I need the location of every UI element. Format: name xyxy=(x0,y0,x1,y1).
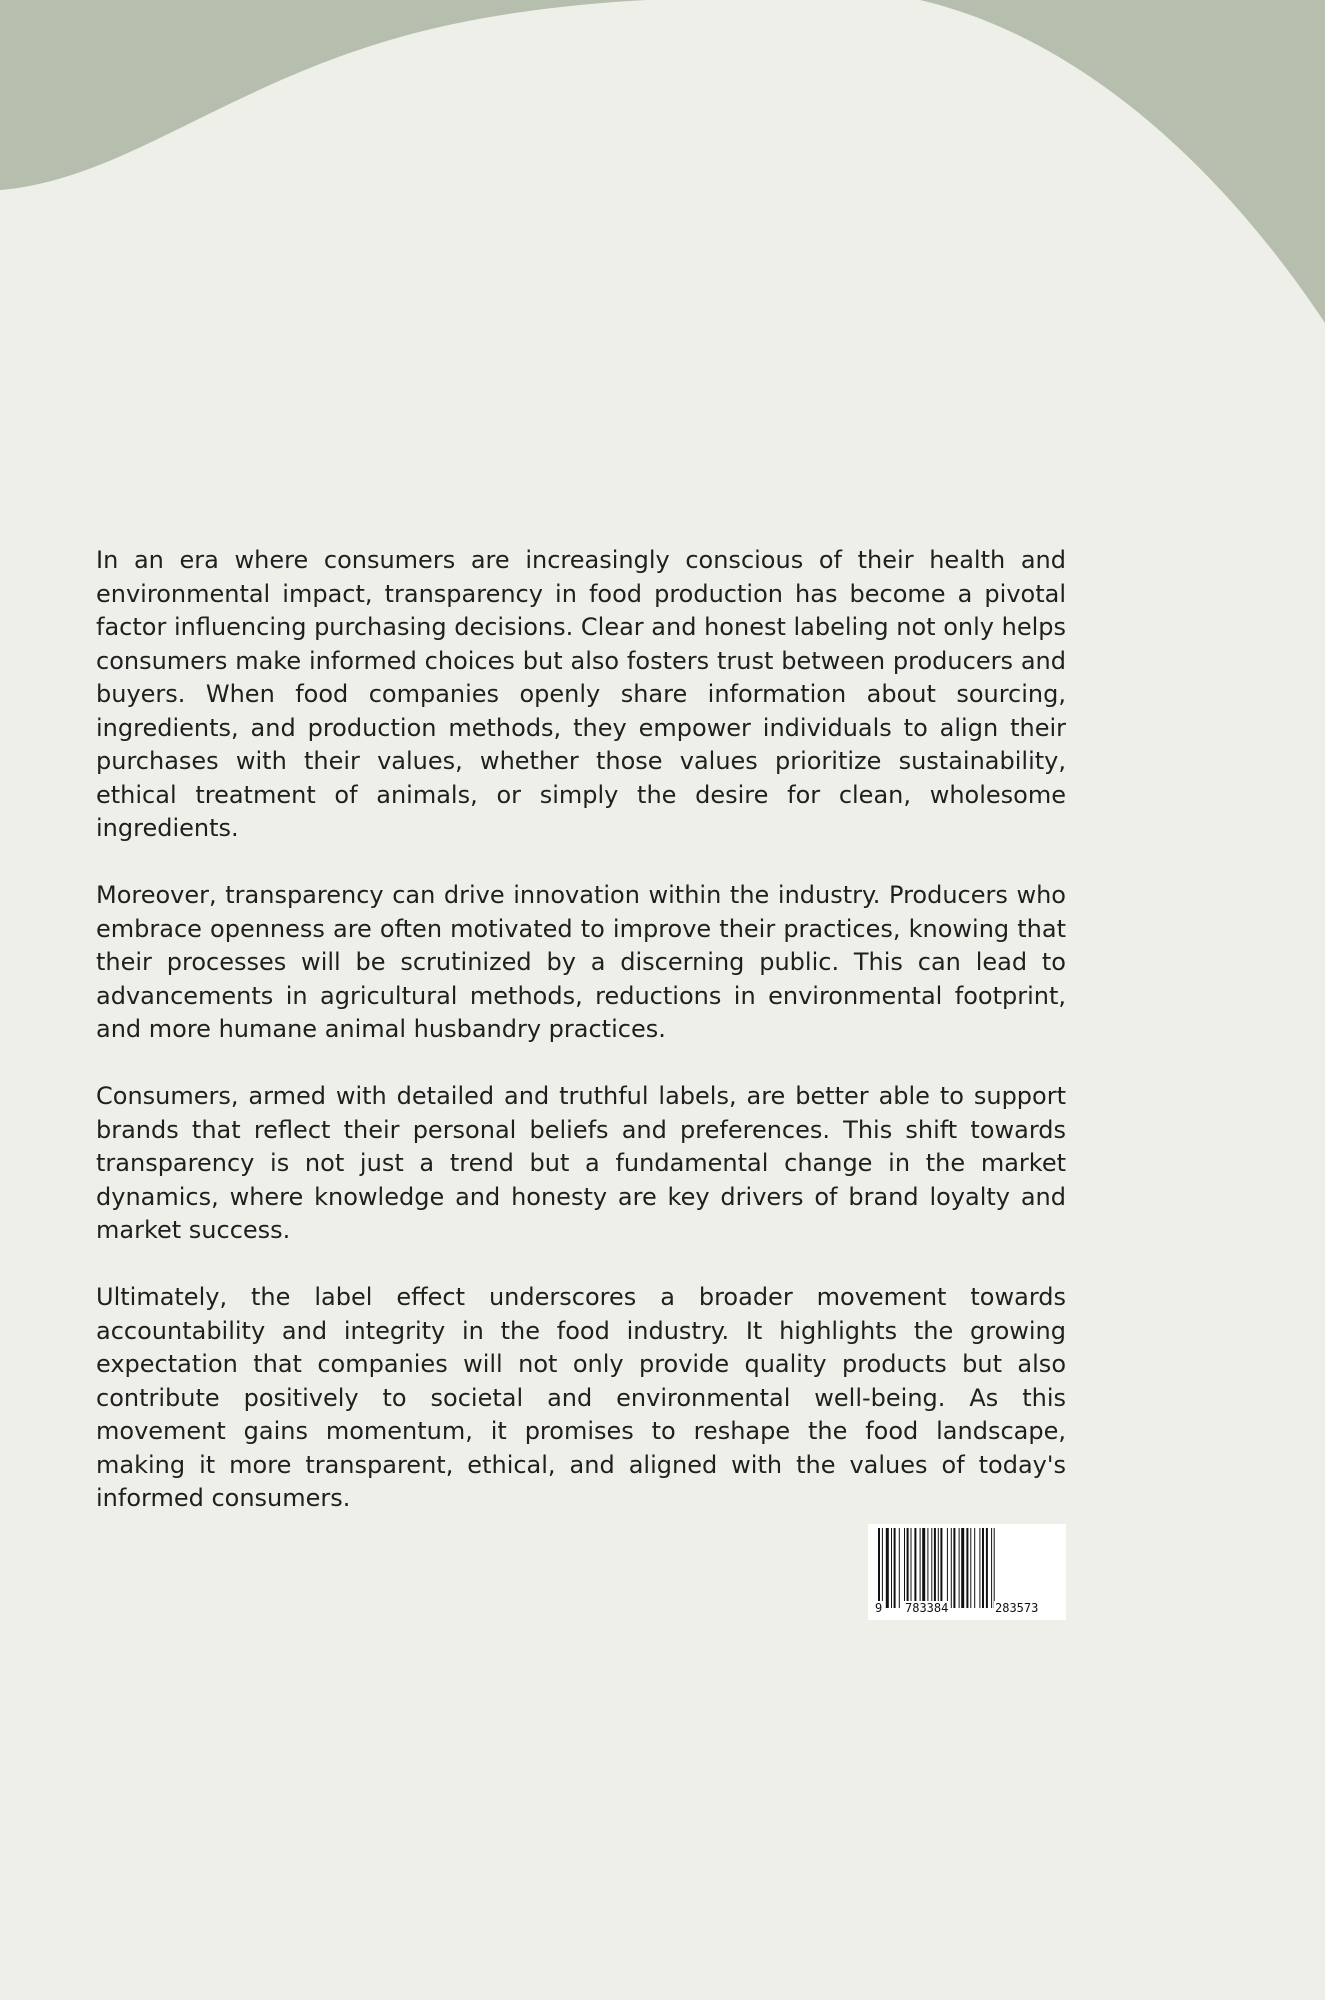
barcode-left-digits: 783384 xyxy=(905,1601,949,1615)
barcode-first-digit: 9 xyxy=(875,1601,883,1615)
barcode-bar xyxy=(951,1528,952,1608)
blurb-paragraph-1: In an era where consumers are increasingly conscious of their health and environmental impact, transparency in food production has become a pivotal factor influencing purchasing decisions. Clear and honest labeling not only helps consumers make informed choices but also fosters trust between producers and buyers. When food companies openly share information about sourcing, ingredients, and production methods, they empower individuals to align their purchases with their values, whether those values prioritize sustainability, ethical treatment of animals, or simply the desire for clean, wholesome ingredients. xyxy=(96,546,1066,842)
barcode-bar xyxy=(982,1528,984,1608)
barcode-bar xyxy=(886,1528,889,1608)
barcode-bar xyxy=(994,1528,995,1608)
barcode-bar xyxy=(970,1528,971,1608)
barcode-bar xyxy=(959,1528,960,1608)
blurb-paragraph-4: Ultimately, the label effect underscores a broader movement towards accountability and integrity in the food industry. It highlights the growing expectation that companies will not only provide quality products but also contribute positively to societal and environmental well-being. As this movement gains momentum, it promises to reshape the food landscape, making it more transparent, ethical, and aligned with the values of today's informed consumers. xyxy=(96,1283,1066,1512)
barcode-bar xyxy=(914,1528,916,1608)
blurb-paragraph-2: Moreover, transparency can drive innovation within the industry. Producers who embrace openness are often motivated to improve their practices, knowing that their processes will be scrutinized by a discerning public. This can lead to advancements in agricultural methods, reductions in environmental footprint, and more humane animal husbandry practices. xyxy=(96,881,1066,1043)
barcode-bar xyxy=(882,1528,883,1608)
barcode-bar xyxy=(878,1528,880,1608)
decorative-wave xyxy=(0,0,1325,340)
barcode-bar xyxy=(986,1528,988,1608)
back-cover-blurb xyxy=(96,544,1066,1549)
barcode-bar xyxy=(974,1528,975,1608)
barcode-right-digits: 283573 xyxy=(995,1601,1039,1615)
barcode-bar xyxy=(911,1528,912,1608)
blurb-paragraph-3: Consumers, armed with detailed and truthful labels, are better able to support brands that reflect their personal beliefs and preferences. This shift towards transparency is not just a trend but a fundamental change in the market dynamics, where knowledge and honesty are key drivers of brand loyalty and market success. xyxy=(96,1082,1066,1244)
barcode-bar xyxy=(907,1528,909,1608)
barcode-bar xyxy=(938,1528,939,1608)
barcode-bar xyxy=(991,1528,992,1608)
barcode-bar xyxy=(899,1528,900,1608)
barcode-bar xyxy=(922,1528,925,1608)
isbn-barcode xyxy=(868,1524,1066,1620)
barcode-bar xyxy=(920,1528,921,1608)
barcode-bar xyxy=(891,1528,892,1608)
barcode-bar xyxy=(931,1528,932,1608)
barcode-bar xyxy=(966,1528,968,1608)
barcode-bar xyxy=(961,1528,964,1608)
barcode-bar xyxy=(934,1528,936,1608)
barcode-bar xyxy=(940,1528,942,1608)
barcode-bar xyxy=(927,1528,928,1608)
barcode-bar xyxy=(979,1528,980,1608)
barcode-bar xyxy=(953,1528,955,1608)
barcode-bar xyxy=(904,1528,905,1608)
barcode-bar xyxy=(894,1528,896,1608)
barcode-bar xyxy=(947,1528,948,1608)
